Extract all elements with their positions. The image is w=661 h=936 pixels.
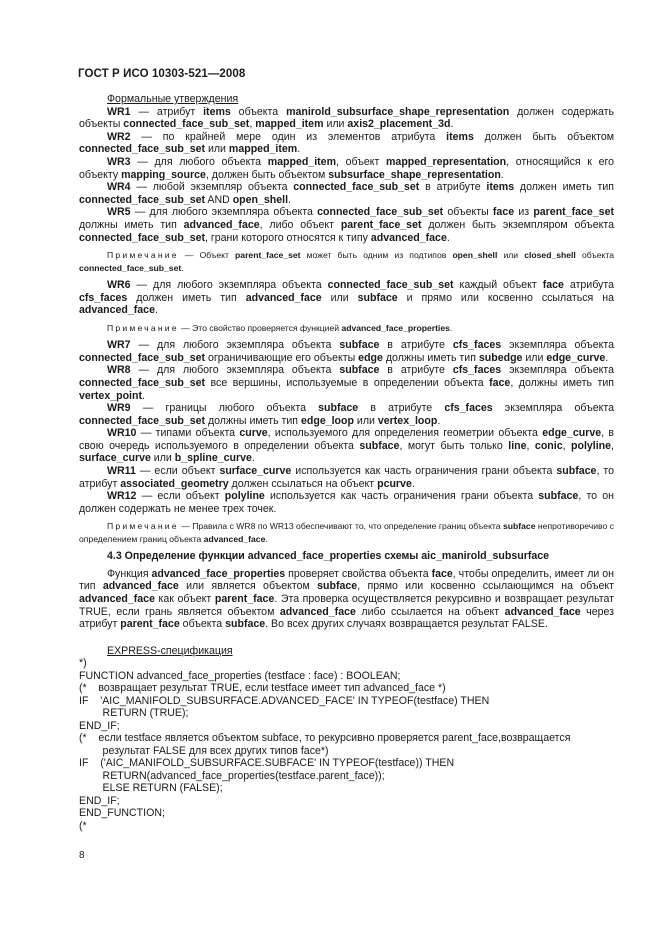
- text-run: объекта: [575, 250, 615, 261]
- text-run: AND: [205, 193, 233, 206]
- text-run: , прямо или косвенно ссылающимся на объект: [357, 580, 614, 593]
- text-run: advanced_face: [183, 218, 260, 231]
- text-run: associated_geometry: [120, 477, 229, 490]
- text-run: polyline: [224, 490, 265, 503]
- text-run: edge_loop: [300, 414, 354, 427]
- text-run: connected_face_sub_set: [79, 376, 206, 389]
- text-run: vertex_loop: [377, 414, 438, 427]
- page-header: ГОСТ Р ИСО 10303-521—2008: [78, 68, 246, 80]
- text-run: vertex_point: [79, 389, 142, 402]
- text-run: surface_curve: [219, 465, 292, 478]
- text-run: mapped_item: [267, 155, 336, 168]
- text-run: или: [497, 250, 525, 261]
- text-run: экземпляра объекта: [501, 339, 614, 352]
- text-run: — для любого экземпляра объекта: [130, 206, 318, 219]
- rule-wr4: [79, 181, 614, 206]
- text-run: WR6: [107, 278, 131, 291]
- text-run: subedge: [478, 351, 523, 364]
- text-run: — для любого экземпляра объекта: [130, 364, 340, 377]
- text-run: Примечание: [107, 322, 179, 333]
- code-line: IF ('AIC_MANIFOLD_SUBSURFACE.SUBFACE' IN TYPEOF(testface)) THEN: [79, 757, 455, 770]
- code-line: RETURN (TRUE);: [79, 707, 189, 720]
- text-run: . Во всех других случаях возвращается результат FALSE.: [265, 618, 548, 631]
- rule-wr1: [79, 106, 614, 131]
- text-run: face: [492, 206, 515, 219]
- text-run: mapped_item: [228, 143, 298, 156]
- text-run: line: [508, 439, 527, 452]
- text-run: или: [205, 143, 229, 156]
- text-run: cfs_faces: [452, 339, 502, 352]
- text-run: advanced_face: [245, 291, 322, 304]
- text-run: WR3: [107, 155, 131, 168]
- text-run: — атрибут: [130, 105, 204, 118]
- text-run: axis2_placement_3d: [347, 118, 451, 131]
- text-run: surface_curve: [79, 452, 151, 465]
- text-run: .: [437, 414, 441, 427]
- text-run: connected_face_sub_set: [293, 181, 420, 194]
- text-run: subsurface_shape_representation: [328, 168, 501, 181]
- text-run: — для любого экземпляра объекта: [130, 278, 328, 291]
- text-run: face: [489, 376, 511, 389]
- text-run: mapped_representation: [386, 155, 507, 168]
- text-run: parent_face_set: [235, 250, 301, 261]
- text-run: curve: [239, 427, 268, 440]
- text-run: edge_curve: [542, 427, 602, 440]
- text-run: WR7: [107, 339, 131, 352]
- rule-wr6: [79, 279, 614, 317]
- code-line: (*: [79, 819, 87, 832]
- text-run: advanced_face: [79, 304, 155, 317]
- text-run: , должен быть объектом: [205, 168, 329, 181]
- text-run: экземпляра объекта: [492, 402, 614, 415]
- text-run: , грани которого относятся к типу: [205, 231, 371, 244]
- section-title: 4.3 Определение функции advanced_face_properties схемы aic_manirold_subsurface: [107, 550, 550, 563]
- text-run: polyline: [571, 439, 612, 452]
- text-run: .: [251, 452, 255, 465]
- text-run: .: [142, 389, 145, 402]
- text-run: должен содержать объекты: [79, 105, 614, 131]
- text-run: , то атрибут: [79, 465, 614, 490]
- text-run: объекта: [230, 105, 287, 118]
- text-run: , могут быть только: [399, 439, 509, 452]
- code-line: END_IF;: [79, 794, 120, 807]
- page-number: 8: [79, 850, 85, 861]
- text-run: edge: [358, 351, 383, 364]
- text-run: — если объект: [136, 490, 225, 503]
- text-run: parent_face_set: [533, 206, 614, 219]
- text-run: open_shell: [232, 193, 289, 206]
- note-advanced-face-properties: [79, 322, 614, 334]
- text-run: в атрибуте: [358, 402, 445, 415]
- text-run: ,: [526, 439, 535, 452]
- rule-wr10: [79, 427, 614, 465]
- text-run: — если объект: [135, 465, 220, 478]
- text-run: объекта: [179, 618, 226, 631]
- text-run: может быть одним из подтипов: [300, 250, 453, 261]
- text-run: WR2: [107, 130, 131, 143]
- text-run: face: [542, 278, 564, 291]
- code-line: (* если testface является объектом subface, то рекурсивно проверяется parent_face,возвращается: [79, 732, 571, 745]
- code-line: RETURN(advanced_face_properties(testface.parent_face));: [79, 769, 385, 782]
- text-run: .: [450, 118, 454, 131]
- text-run: cfs_faces: [452, 364, 502, 377]
- text-run: items: [446, 130, 474, 143]
- text-run: должны иметь тип: [382, 351, 479, 364]
- text-run: .: [265, 533, 268, 544]
- text-run: connected_face_sub_set: [327, 278, 454, 291]
- text-run: каждый объект: [453, 278, 543, 291]
- text-run: экземпляра объекта: [501, 364, 614, 377]
- document-body: [79, 93, 614, 832]
- text-run: или: [323, 118, 348, 131]
- text-run: должен иметь тип: [127, 291, 246, 304]
- text-run: advanced_face: [370, 231, 447, 244]
- text-run: subface: [339, 339, 380, 352]
- text-run: .: [605, 351, 609, 364]
- text-run: из: [514, 206, 534, 219]
- text-run: ,: [249, 118, 256, 131]
- text-run: advanced_face_properties: [341, 322, 450, 333]
- text-run: — по крайней мере один из элементов атрибута: [130, 130, 447, 143]
- text-run: cfs_faces: [444, 402, 493, 415]
- text-run: , чтобы определить, имеет ли он тип: [79, 567, 614, 593]
- rule-wr12: [79, 490, 614, 515]
- text-run: или: [321, 291, 358, 304]
- code-line: END_FUNCTION;: [79, 807, 165, 820]
- text-run: как объект: [154, 593, 215, 606]
- text-run: , то он должен содержать не менее трех точек.: [79, 490, 614, 515]
- text-run: face: [431, 567, 453, 580]
- text-run: ,: [562, 439, 572, 452]
- text-run: WR9: [107, 402, 131, 415]
- text-run: Примечание: [107, 521, 179, 532]
- text-run: — для любого экземпляра объекта: [130, 339, 340, 352]
- text-run: или: [522, 351, 547, 364]
- text-run: subface: [556, 465, 597, 478]
- text-run: connected_face_sub_set: [79, 193, 206, 206]
- text-run: , должны иметь тип: [510, 376, 614, 389]
- text-run: .: [446, 231, 450, 244]
- text-run: subface: [503, 521, 536, 532]
- text-run: connected_face_sub_set: [79, 143, 206, 156]
- text-run: — Это свойство проверяется функцией: [178, 322, 342, 333]
- text-run: .: [411, 477, 415, 490]
- code-line: ELSE RETURN (FALSE);: [79, 782, 223, 795]
- rule-wr7: [79, 339, 614, 364]
- text-run: должен иметь тип: [514, 181, 614, 194]
- text-run: .: [181, 262, 184, 273]
- text-run: mapped_item: [255, 118, 324, 131]
- text-run: parent_face: [120, 618, 180, 631]
- text-run: в атрибуте: [419, 181, 487, 194]
- text-run: closed_shell: [524, 250, 576, 261]
- text-run: cfs_faces: [79, 291, 128, 304]
- text-run: должен быть экземпляром объекта: [421, 218, 614, 231]
- text-run: — Правила с WR8 по WR13 обеспечивают то, что определение границ объекта: [178, 521, 503, 532]
- rule-wr8: [79, 364, 614, 402]
- text-run: .: [449, 322, 453, 333]
- text-run: parent_face_set: [340, 218, 422, 231]
- code-line: IF 'AIC_MANIFOLD_SUBSURFACE.ADVANCED_FACE' IN TYPEOF(testface) THEN: [79, 694, 490, 707]
- text-run: .: [154, 304, 158, 317]
- text-run: .: [500, 168, 504, 181]
- text-run: , в свою очередь используемого в определении объекта: [79, 427, 614, 452]
- text-run: Функция: [107, 567, 152, 580]
- text-run: WR4: [107, 181, 131, 194]
- text-run: используется как часть ограничения грани объекта: [264, 490, 539, 503]
- text-run: используется как часть ограничения грани объекта: [291, 465, 557, 478]
- text-run: атрибута: [563, 278, 614, 291]
- text-run: WR10: [107, 427, 137, 440]
- text-run: subface: [225, 618, 266, 631]
- text-run: проверяет свойства объекта: [285, 567, 432, 580]
- text-run: Примечание: [107, 250, 179, 261]
- text-run: subface: [317, 580, 358, 593]
- text-run: .: [297, 143, 301, 156]
- text-run: WR5: [107, 206, 131, 219]
- text-run: subface: [318, 402, 359, 415]
- text-run: edge_curve: [546, 351, 606, 364]
- text-run: advanced_face: [102, 580, 179, 593]
- text-run: connected_face_sub_set: [79, 414, 206, 427]
- code-line: *): [79, 657, 87, 670]
- text-run: WR11: [107, 465, 136, 478]
- text-run: connected_face_sub_set: [317, 206, 444, 219]
- text-run: connected_face_sub_set: [79, 351, 206, 364]
- text-run: , относящийся к его объекту: [79, 155, 614, 181]
- text-run: — типами объекта: [136, 427, 240, 440]
- text-run: advanced_face: [279, 605, 356, 618]
- text-run: WR12: [107, 490, 137, 503]
- text-run: объекты: [443, 206, 493, 219]
- rule-wr3: [79, 156, 614, 181]
- text-run: subface: [357, 291, 398, 304]
- express-code: [79, 657, 614, 832]
- text-run: в атрибуте: [379, 339, 453, 352]
- formal-statements-heading: Формальные утверждения: [107, 93, 239, 105]
- text-run: parent_face: [214, 593, 275, 606]
- text-run: WR8: [107, 364, 131, 377]
- text-run: items: [486, 181, 515, 194]
- code-line: FUNCTION advanced_face_properties (testface : face) : BOOLEAN;: [79, 669, 401, 682]
- section-body: [79, 568, 614, 631]
- text-run: advanced_face: [203, 533, 266, 544]
- text-run: , объект: [336, 155, 387, 168]
- text-run: через атрибут: [79, 605, 614, 631]
- text-run: conic: [534, 439, 563, 452]
- text-run: advanced_face: [504, 605, 581, 618]
- text-run: или: [353, 414, 378, 427]
- text-run: subface: [359, 439, 400, 452]
- text-run: b_spline_curve: [174, 452, 252, 465]
- code-line: (* возвращает результат TRUE, если testface имеет тип advanced_face *): [79, 682, 446, 695]
- text-run: — любой экземпляр объекта: [130, 181, 294, 194]
- text-run: mapping_source: [121, 168, 206, 181]
- text-run: в атрибуте: [379, 364, 453, 377]
- text-run: pcurve: [377, 477, 412, 490]
- rule-wr5: [79, 206, 614, 244]
- text-run: items: [203, 105, 231, 118]
- code-line: результат FALSE для всех других типов face*): [79, 744, 329, 757]
- text-run: open_shell: [452, 250, 498, 261]
- text-run: .: [288, 193, 291, 206]
- text-run: connected_face_sub_set: [79, 262, 182, 273]
- text-run: должны иметь тип: [205, 414, 301, 427]
- text-run: , используемого для определения геометрии объекта: [267, 427, 543, 440]
- text-run: должен ссылаться на объект: [228, 477, 378, 490]
- text-run: должен быть объектом: [473, 130, 615, 143]
- text-run: connected_face_sub_set: [79, 231, 206, 244]
- note-wr8-wr13: [79, 520, 614, 545]
- text-run: subface: [538, 490, 579, 503]
- text-run: — для любого объекта: [130, 155, 268, 168]
- text-run: ограничивающие его объекты: [205, 351, 359, 364]
- text-run: должны иметь тип: [79, 218, 184, 231]
- code-line: END_IF;: [79, 719, 120, 732]
- text-run: , либо объект: [259, 218, 341, 231]
- text-run: advanced_face: [79, 593, 155, 606]
- text-run: advanced_face_properties: [151, 567, 286, 580]
- text-run: все вершины, используемые в определении объекта: [205, 376, 490, 389]
- text-run: — границы любого объекта: [130, 402, 319, 415]
- text-run: или является объектом: [178, 580, 318, 593]
- rule-wr9: [79, 402, 614, 427]
- rule-wr11: [79, 465, 614, 490]
- express-heading: EXPRESS-спецификация: [107, 644, 233, 657]
- text-run: ,: [611, 439, 614, 452]
- text-run: либо ссылается на объект: [355, 605, 505, 618]
- text-run: — Объект: [178, 250, 236, 261]
- text-run: WR1: [107, 105, 131, 118]
- text-run: . Эта проверка осуществляется рекурсивно и возвращает результат TRUE, если грань является объектом: [79, 593, 615, 618]
- text-run: manirold_subsurface_shape_representation: [286, 105, 510, 118]
- text-run: connected_face_sub_set: [123, 118, 250, 131]
- note-parent-face-set: [79, 249, 614, 274]
- text-run: непротиворечиво с определением границ объекта: [79, 521, 615, 544]
- text-run: или: [150, 452, 175, 465]
- text-run: и прямо или косвенно ссылаться на: [397, 291, 614, 304]
- text-run: subface: [339, 364, 380, 377]
- rule-wr2: [79, 131, 614, 156]
